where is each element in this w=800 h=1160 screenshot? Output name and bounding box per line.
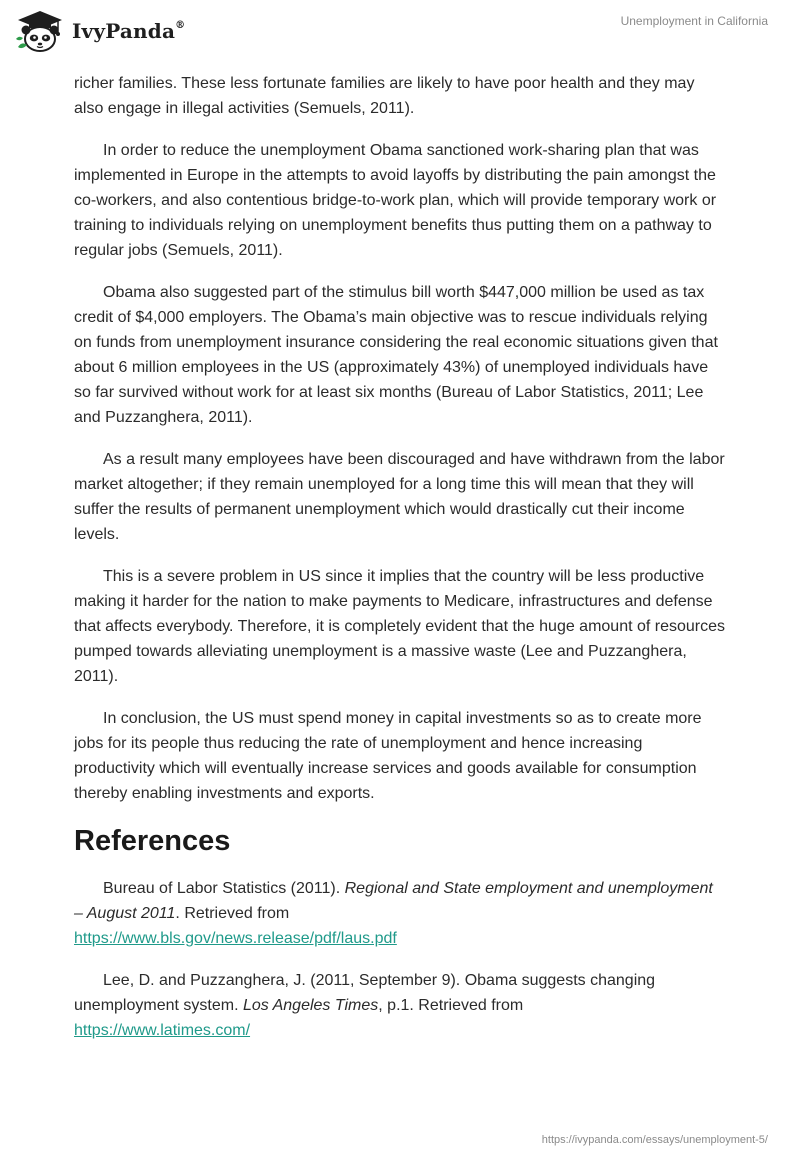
reference-link-latimes[interactable]: https://www.latimes.com/ bbox=[74, 1022, 251, 1039]
paragraph-continuation: richer families. These less fortunate families are likely to have poor health and they may also engage in illegal activities (Semuels, 2011). bbox=[74, 75, 695, 117]
footer-url: https://ivypanda.com/essays/unemployment-5/ bbox=[541, 1134, 768, 1146]
page-header bbox=[0, 0, 800, 70]
panda-graduate-icon bbox=[14, 9, 66, 53]
paragraph-severe-problem: This is a severe problem in US since it implies that the country will be less productive making it harder for the nation to make payments to Medicare, infrastructures and defense that affects everybody. Therefore, it is completely evident that the huge amount of resources pumped towards alleviating unemployment is a massive waste (Lee and Puzzanghera, 2011). bbox=[74, 568, 726, 685]
registered-mark: ® bbox=[175, 20, 186, 32]
paragraph-stimulus: Obama also suggested part of the stimulus bill worth $447,000 million be used as tax credit of $4,000 employers. The Obama’s main objective was to rescue individuals relying on funds from unemployment insurance considering the real economic situations given that about 6 million employees in the US (approximately 43%) of unemployed individuals have so far survived without work for at least six months (Bureau of Labor Statistics, 2011; Lee and Puzzanghera, 2011). bbox=[74, 284, 718, 426]
paragraph-discouraged: As a result many employees have been discouraged and have withdrawn from the labor market altogether; if they remain unemployed for a long time this will mean that they will suffer the results of permanent unemployment which would drastically cut their income levels. bbox=[74, 451, 725, 543]
essay-body bbox=[74, 71, 726, 1060]
running-title: Unemployment in California bbox=[620, 14, 768, 28]
reference-link-bls[interactable]: https://www.bls.gov/news.release/pdf/laus.pdf bbox=[74, 930, 397, 947]
paragraph-conclusion: In conclusion, the US must spend money in capital investments so as to create more jobs for its people thus reducing the rate of unemployment and hence increasing productivity which will eventually increase services and goods available for consumption thereby enabling investments and exports. bbox=[74, 710, 702, 802]
ivypanda-logo[interactable] bbox=[14, 9, 185, 53]
paragraph-work-sharing: In order to reduce the unemployment Obama sanctioned work-sharing plan that was implemented in Europe in the attempts to avoid layoffs by distributing the pain amongst the co-workers, and also contentious bridge-to-work plan, which will provide temporary work or training to individuals relying on unemployment benefits thus putting them on a pathway to regular jobs (Semuels, 2011). bbox=[74, 142, 717, 259]
reference-item: Lee, D. and Puzzanghera, J. (2011, September 9). Obama suggests changing unemployment system. Los Angeles Times, p.1. Retrieved from https://www.latimes.com/ bbox=[74, 972, 656, 1039]
brand-name: IvyPanda® bbox=[72, 19, 186, 43]
reference-item: Bureau of Labor Statistics (2011). Regional and State employment and unemployment – August 2011. Retrieved from https://www.bls.gov/news.release/pdf/laus.pdf bbox=[74, 880, 713, 947]
references-heading: References bbox=[74, 825, 231, 857]
